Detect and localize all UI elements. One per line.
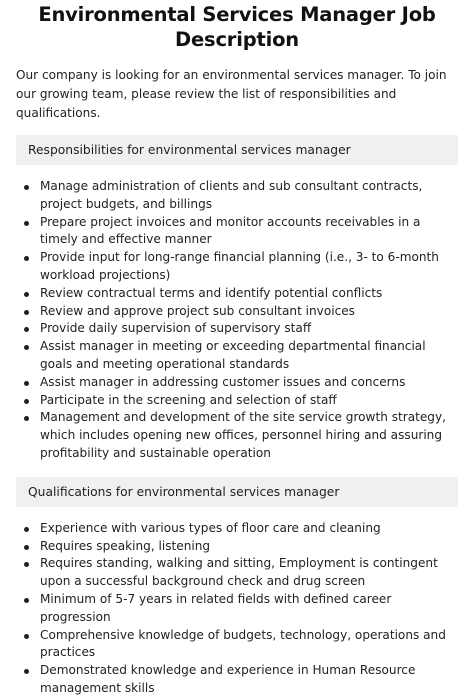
bullet-icon: [24, 185, 29, 190]
bullet-icon: [24, 345, 29, 350]
bullet-icon: [24, 545, 29, 550]
list-item: [16, 285, 458, 303]
list-item-text: Comprehensive knowledge of budgets, technology, operations and practices: [40, 627, 446, 660]
list-item-text: Requires standing, walking and sitting, Employment is contingent upon a successful background check and drug screen: [40, 556, 438, 589]
list-item: [16, 409, 458, 462]
list-item: [16, 627, 458, 663]
list-item-text: Management and development of the site service growth strategy, which includes opening new offices, personnel hiring and assuring profitability and sustainable operation: [40, 410, 446, 460]
bullet-icon: [24, 669, 29, 674]
bullet-icon: [24, 310, 29, 315]
list-item: [16, 591, 458, 627]
list-item: [16, 249, 458, 285]
list-item: [16, 555, 458, 591]
list-item: [16, 374, 458, 392]
list-item-text: Manage administration of clients and sub consultant contracts, project budgets, and billings: [40, 179, 423, 211]
list-item-text: Review contractual terms and identify potential conflicts: [40, 285, 383, 300]
list-item-text: Review and approve project sub consultant invoices: [40, 303, 355, 318]
qualifications-header: Qualifications for environmental services manager: [16, 477, 458, 507]
list-item-text: Provide input for long-range financial planning (i.e., 3- to 6-month workload projections): [40, 250, 439, 282]
bullet-icon: [24, 634, 29, 639]
list-item: [16, 392, 458, 410]
bullet-icon: [24, 527, 29, 532]
list-item: [16, 538, 458, 556]
list-item-text: Prepare project invoices and monitor accounts receivables in a timely and effective manner: [40, 214, 421, 247]
qualifications-list: [16, 520, 458, 698]
list-item: [16, 320, 458, 338]
list-item: [16, 520, 458, 538]
list-item: [16, 338, 458, 374]
responsibilities-header: Responsibilities for environmental services manager: [16, 135, 458, 165]
list-item-text: Provide daily supervision of supervisory staff: [40, 321, 312, 336]
intro-paragraph: Our company is looking for an environmental services manager. To join our growing team, please review the list of responsibilities and qualifications.: [16, 68, 447, 120]
bullet-icon: [24, 381, 29, 386]
list-item-text: Minimum of 5-7 years in related fields with defined career progression: [40, 591, 392, 624]
list-item-text: Assist manager in addressing customer issues and concerns: [40, 374, 406, 389]
list-item: [16, 662, 458, 698]
list-item: [16, 178, 458, 214]
bullet-icon: [24, 562, 29, 567]
bullet-icon: [24, 292, 29, 297]
bullet-icon: [24, 221, 29, 226]
responsibilities-list: [16, 178, 458, 463]
bullet-icon: [24, 598, 29, 603]
bullet-icon: [24, 256, 29, 261]
list-item-text: Participate in the screening and selection of staff: [40, 392, 337, 407]
list-item-text: Requires speaking, listening: [40, 538, 211, 553]
list-item-text: Experience with various types of floor care and cleaning: [40, 520, 381, 535]
bullet-icon: [24, 416, 29, 421]
bullet-icon: [24, 327, 29, 332]
list-item: [16, 214, 458, 250]
list-item: [16, 303, 458, 321]
page-title: Environmental Services Manager Job Description: [38, 3, 436, 51]
list-item-text: Demonstrated knowledge and experience in Human Resource management skills: [40, 663, 416, 695]
list-item-text: Assist manager in meeting or exceeding departmental financial goals and meeting operational standards: [40, 339, 426, 371]
bullet-icon: [24, 399, 29, 404]
